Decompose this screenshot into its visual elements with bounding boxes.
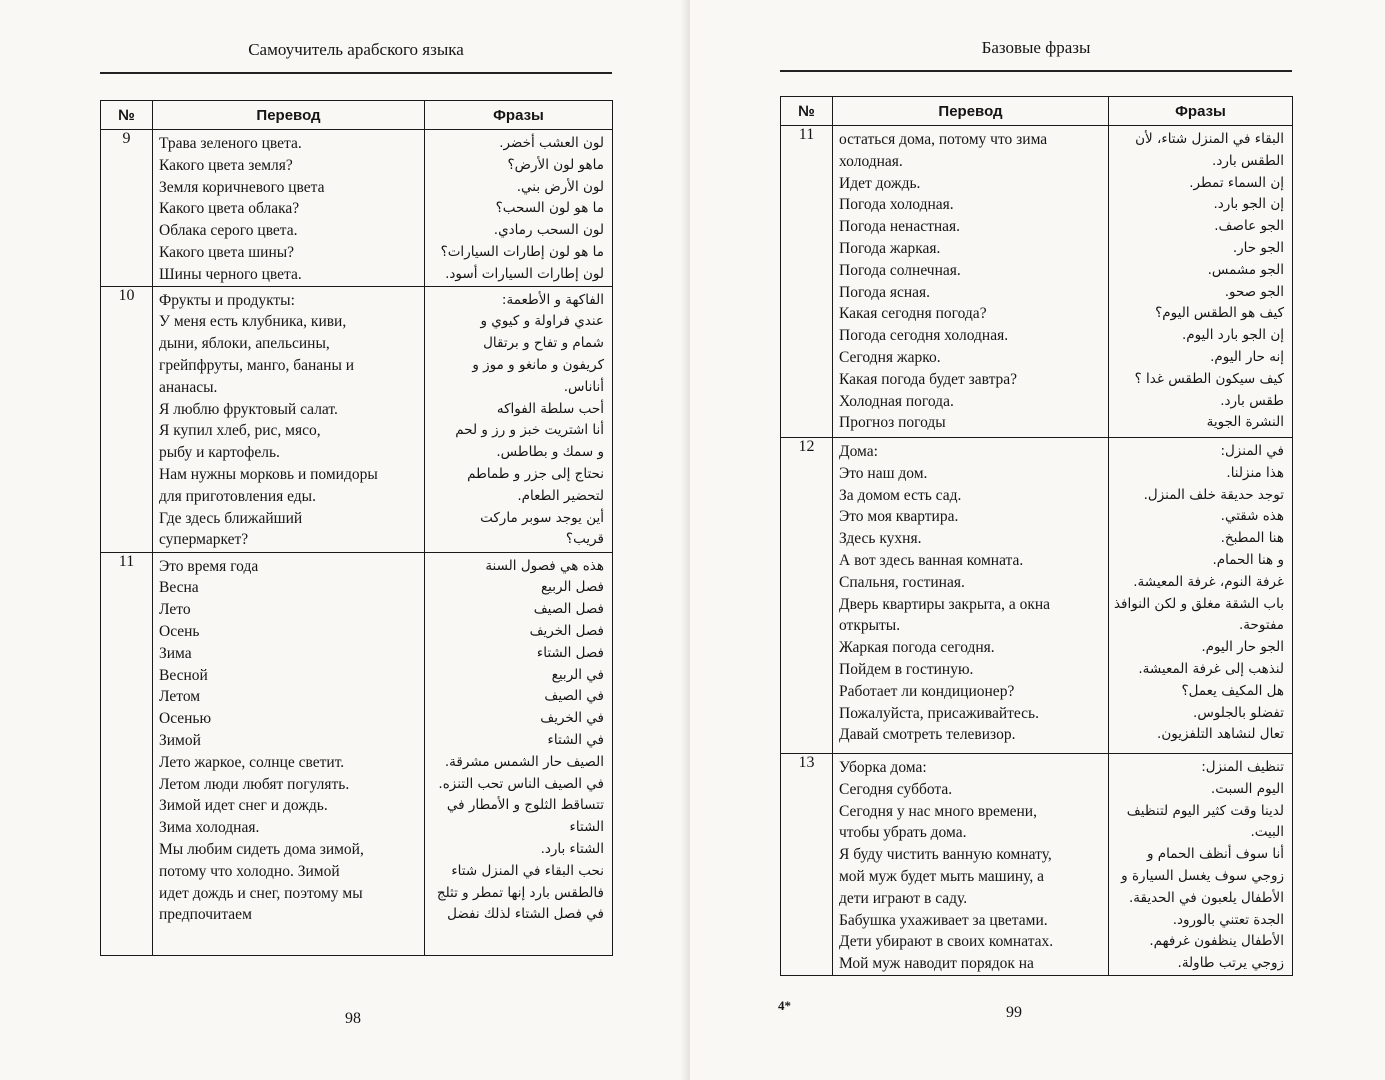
arabic-phrase-line: في المنزل: (1220, 443, 1284, 459)
arabic-phrase-cell (1109, 438, 1293, 754)
translation-line: Сегодня жарко. (839, 348, 941, 366)
column-header-translation: Перевод (833, 97, 1109, 126)
translation-line: Погода холодная. (839, 196, 954, 214)
arabic-phrase-line: في فصل الشتاء لذلك نفضل (447, 906, 604, 923)
translation-line: Облака серого цвета. (159, 222, 298, 240)
phrase-table (100, 100, 613, 956)
arabic-phrase-line: كريفون و مانغو و موز و (472, 356, 604, 373)
column-header-number: № (101, 101, 153, 130)
arabic-phrase-line: لون العشب أخضر. (499, 135, 604, 151)
running-header: Базовые фразы (981, 38, 1091, 57)
translation-line: Погода жаркая. (839, 239, 941, 257)
table-body (781, 126, 1293, 976)
translation-line: Это время года (159, 557, 259, 575)
arabic-phrase-line: عندي فراولة و كيوي و (480, 313, 604, 330)
translation-line: Какого цвета шины? (159, 243, 295, 261)
row-number: 13 (781, 754, 833, 976)
arabic-phrase-line: فصل الخريف (529, 622, 604, 639)
left-page (0, 0, 690, 1080)
translation-line: Погода ясная. (839, 283, 931, 301)
translation-line: Мой муж наводит порядок на (839, 955, 1034, 973)
translation-line: Весна (159, 579, 199, 597)
translation-cell (153, 130, 425, 287)
translation-line: У меня есть клубника, киви, (159, 313, 347, 331)
arabic-phrase-line: أنا سوف أنظف الحمام و (1147, 846, 1284, 863)
translation-cell (833, 754, 1109, 976)
arabic-phrase-line: الجو مشمس. (1207, 261, 1284, 278)
arabic-phrase-line: هنا المطبخ. (1220, 530, 1284, 547)
translation-line: А вот здесь ванная комната. (839, 551, 1024, 569)
translation-line: Зима холодная. (159, 819, 260, 837)
arabic-phrase-cell (425, 552, 613, 955)
row-number: 11 (781, 126, 833, 438)
translation-line: Бабушка ухаживает за цветами. (839, 911, 1048, 929)
translation-line: Сегодня суббота. (839, 780, 953, 798)
arabic-phrase-line: الجو صحو. (1224, 283, 1284, 300)
translation-line: Весной (159, 666, 208, 684)
arabic-phrase-line: هذه شقتي. (1220, 508, 1284, 525)
table-body (101, 130, 613, 956)
translation-line: Какого цвета земля? (159, 156, 293, 174)
row-number: 12 (781, 438, 833, 754)
translation-line: грейпфруты, манго, бананы и (159, 356, 355, 374)
translation-line: Идет дождь. (839, 174, 921, 192)
translation-cell (833, 438, 1109, 754)
translation-line: Холодная погода. (839, 392, 954, 410)
arabic-phrase-line: أحب سلطة الفواكه (496, 400, 604, 417)
arabic-phrase-cell (425, 286, 613, 552)
translation-line: Осенью (159, 710, 212, 728)
translation-line: Зимой идет снег и дождь. (159, 797, 328, 815)
translation-line: Зима (159, 644, 192, 662)
translation-line: Уборка дома: (839, 759, 927, 776)
arabic-phrase-line: الشتاء بارد. (540, 840, 604, 857)
translation-line: предпочитаем (159, 906, 252, 924)
translation-line: Погода ненастная. (839, 218, 961, 236)
arabic-phrase-cell (425, 130, 613, 287)
table-row (781, 126, 1293, 438)
translation-line: Какого цвета облака? (159, 200, 300, 218)
arabic-phrase-line: إن السماء تمطر. (1189, 174, 1284, 191)
translation-cell (833, 126, 1109, 438)
arabic-phrase-line: إن الجو بارد اليوم. (1181, 327, 1284, 344)
translation-line: Давай смотреть телевизор. (839, 726, 1016, 744)
translation-line: Дома: (839, 443, 878, 460)
translation-line: Лето (159, 601, 191, 619)
arabic-phrase-line: تعال لنشاهد التلفزيون. (1157, 726, 1284, 743)
translation-line: Летом (159, 688, 201, 706)
arabic-phrase-line: أنا اشتريت خبز و رز و لحم (455, 422, 604, 439)
arabic-phrase-line: الصيف حار الشمس مشرقة. (444, 753, 604, 770)
arabic-phrase-line: هل المكيف يعمل؟ (1181, 682, 1284, 699)
arabic-phrase-line: في الربيع (551, 666, 604, 683)
arabic-phrase-line: في الصيف الناس تحب التنزه. (438, 775, 604, 792)
phrase-table (780, 96, 1293, 976)
arabic-phrase-line: طقس بارد. (1220, 392, 1284, 409)
arabic-phrase-line: الطقس بارد. (1212, 152, 1284, 169)
column-header-number: № (781, 97, 833, 126)
arabic-phrase-line: لتحضير الطعام. (517, 487, 604, 504)
translation-line: Лето жаркое, солнце светит. (159, 753, 345, 771)
translation-line: Пойдем в гостиную. (839, 660, 974, 678)
table-row (101, 286, 613, 552)
row-number: 10 (101, 286, 153, 552)
arabic-phrase-line: لنذهب إلى غرفة المعيشة. (1138, 660, 1284, 677)
translation-line: дыни, яблоки, апельсины, (159, 335, 330, 353)
arabic-phrase-line: الجو حار اليوم. (1201, 639, 1284, 656)
arabic-phrase-line: هذا منزلنا. (1226, 464, 1284, 481)
arabic-phrase-line: أين يوجد سوبر ماركت (480, 509, 604, 526)
arabic-phrase-line: أناناس. (563, 378, 604, 395)
translation-line: Я купил хлеб, рис, мясо, (159, 422, 321, 440)
arabic-phrase-line: توجد حديقة خلف المنزل. (1143, 486, 1284, 503)
arabic-phrase-line: الجو عاصف. (1214, 218, 1284, 235)
translation-line: Зимой (159, 731, 201, 749)
arabic-phrase-line: فصل الشتاء (536, 644, 604, 661)
translation-line: Какая погода будет завтра? (839, 370, 1018, 388)
translation-line: Нам нужны морковь и помидоры (159, 465, 378, 483)
arabic-phrase-line: و سمك و بطاطس. (496, 444, 604, 461)
translation-line: За домом есть сад. (839, 486, 962, 504)
table-row (101, 130, 613, 287)
translation-line: чтобы убрать дома. (839, 824, 967, 842)
arabic-phrase-line: إن الجو بارد. (1213, 196, 1284, 213)
translation-line: Это наш дом. (839, 464, 928, 482)
arabic-phrase-line: البقاء في المنزل شتاء، لأن (1135, 131, 1284, 147)
arabic-phrase-line: مفتوحة. (1239, 617, 1284, 634)
arabic-phrase-line: لدينا وقت كثير اليوم لتنظيف (1126, 802, 1284, 819)
arabic-phrase-line: الجو حار. (1232, 239, 1284, 256)
translation-cell (153, 552, 425, 955)
arabic-phrase-line: نحتاج إلى جزر و طماطم (467, 465, 604, 482)
row-number: 11 (101, 552, 153, 955)
translation-line: Пожалуйста, присаживайтесь. (839, 704, 1039, 722)
arabic-phrase-line: لون الأرض بني. (516, 178, 604, 195)
arabic-phrase-line: هذه هي فصول السنة (485, 557, 604, 574)
translation-line: Земля коричневого цвета (159, 178, 325, 196)
arabic-phrase-line: الأطفال يلعبون في الحديقة. (1128, 889, 1284, 906)
translation-line: рыбу и картофель. (159, 444, 280, 462)
arabic-phrase-line: تتساقط الثلوج و الأمطار في (446, 797, 604, 814)
translation-line: холодная. (839, 152, 903, 170)
arabic-phrase-line: إنه حار اليوم. (1210, 348, 1284, 365)
arabic-phrase-line: و هنا الحمام. (1212, 551, 1284, 568)
translation-line: Трава зеленого цвета. (159, 135, 302, 152)
arabic-phrase-line: لون إطارات السيارات أسود. (445, 265, 604, 282)
translation-line: Работает ли кондиционер? (839, 682, 1015, 700)
translation-line: Это моя квартира. (839, 508, 959, 526)
arabic-phrase-line: في الخريف (540, 710, 604, 727)
header-rule (100, 72, 612, 74)
translation-line: Погода солнечная. (839, 261, 961, 279)
translation-line: Спальня, гостиная. (839, 573, 965, 591)
arabic-phrase-cell (1109, 754, 1293, 976)
column-header-phrases: Фразы (1109, 97, 1293, 126)
translation-line: Я буду чистить ванную комнату, (839, 846, 1052, 864)
translation-line: Жаркая погода сегодня. (839, 639, 995, 657)
translation-line: супермаркет? (159, 531, 249, 549)
header-rule (780, 70, 1292, 72)
arabic-phrase-line: فصل الصيف (533, 601, 604, 618)
arabic-phrase-line: زوجي سوف يغسل السيارة و (1121, 867, 1284, 884)
arabic-phrase-line: ماهو لون الأرض؟ (507, 156, 604, 173)
arabic-phrase-line: الشتاء (569, 819, 604, 836)
table-row (781, 754, 1293, 976)
arabic-phrase-line: تنظيف المنزل: (1201, 759, 1284, 775)
translation-line: дети играют в саду. (839, 889, 968, 907)
arabic-phrase-cell (1109, 126, 1293, 438)
arabic-phrase-line: فالطقس بارد إنها تمطر و تثلج (436, 884, 604, 901)
arabic-phrase-line: زوجي يرتب طاولة. (1177, 955, 1284, 972)
translation-line: Сегодня у нас много времени, (839, 802, 1037, 820)
translation-line: открыты. (839, 617, 901, 635)
translation-line: Мы любим сидеть дома зимой, (159, 840, 364, 858)
translation-line: Я люблю фруктовый салат. (159, 400, 338, 418)
row-number: 9 (101, 130, 153, 287)
arabic-phrase-line: الأطفال ينظفون غرفهم. (1149, 933, 1284, 950)
column-header-translation: Перевод (153, 101, 425, 130)
arabic-phrase-line: فصل الربيع (540, 579, 604, 596)
right-page (690, 0, 1385, 1080)
arabic-phrase-line: اليوم السبت. (1210, 780, 1284, 797)
arabic-phrase-line: البيت. (1250, 824, 1284, 841)
translation-line: остаться дома, потому что зима (839, 131, 1048, 148)
translation-line: Какая сегодня погода? (839, 305, 987, 323)
arabic-phrase-line: نحب البقاء في المنزل شتاء (451, 862, 604, 879)
translation-line: потому что холодно. Зимой (159, 862, 340, 880)
page-number: 99 (1006, 1004, 1022, 1021)
translation-line: Погода сегодня холодная. (839, 327, 1009, 345)
arabic-phrase-line: ما هو لون السحب؟ (495, 200, 604, 217)
translation-line: Шины черного цвета. (159, 265, 302, 283)
column-header-phrases: Фразы (425, 101, 613, 130)
arabic-phrase-line: النشرة الجوية (1206, 414, 1284, 431)
arabic-phrase-line: غرفة النوم، غرفة المعيشة. (1133, 573, 1284, 590)
arabic-phrase-line: في الشتاء (547, 731, 604, 748)
translation-line: Прогноз погоды (839, 414, 946, 432)
translation-line: ананасы. (159, 378, 218, 396)
table-row (781, 438, 1293, 754)
arabic-phrase-line: كيف هو الطقس اليوم؟ (1155, 305, 1284, 322)
arabic-phrase-line: باب الشقة مغلق و لكن النوافذ (1113, 595, 1284, 612)
translation-line: Летом люди любят погулять. (159, 775, 350, 793)
translation-line: для приготовления еды. (159, 487, 316, 505)
translation-line: Дверь квартиры закрыта, а окна (839, 595, 1051, 613)
arabic-phrase-line: لون السحب رمادي. (493, 222, 604, 239)
arabic-phrase-line: ما هو لون إطارات السيارات؟ (440, 243, 604, 260)
table-row (101, 552, 613, 955)
signature-mark: 4* (778, 998, 791, 1013)
translation-line: Осень (159, 622, 200, 640)
translation-line: Где здесь ближайший (159, 509, 303, 527)
page-number: 98 (345, 1010, 361, 1027)
arabic-phrase-line: في الصيف (544, 688, 604, 705)
translation-line: Здесь кухня. (839, 530, 922, 548)
translation-cell (153, 286, 425, 552)
arabic-phrase-line: شمام و تفاح و برتقال (483, 335, 604, 352)
arabic-phrase-line: كيف سيكون الطقس غدا ؟ (1134, 370, 1284, 387)
arabic-phrase-line: الفاكهة و الأطعمة: (501, 291, 604, 308)
arabic-phrase-line: الجدة تعتني بالورود. (1172, 911, 1284, 928)
translation-line: идет дождь и снег, поэтому мы (159, 884, 363, 902)
translation-line: Дети убирают в своих комнатах. (839, 933, 1054, 951)
running-header: Самоучитель арабского языка (248, 40, 464, 59)
arabic-phrase-line: تفضلو بالجلوس. (1193, 704, 1284, 721)
translation-line: мой муж будет мыть машину, а (839, 867, 1045, 885)
arabic-phrase-line: قريب؟ (565, 531, 604, 548)
translation-line: Фрукты и продукты: (159, 291, 295, 309)
